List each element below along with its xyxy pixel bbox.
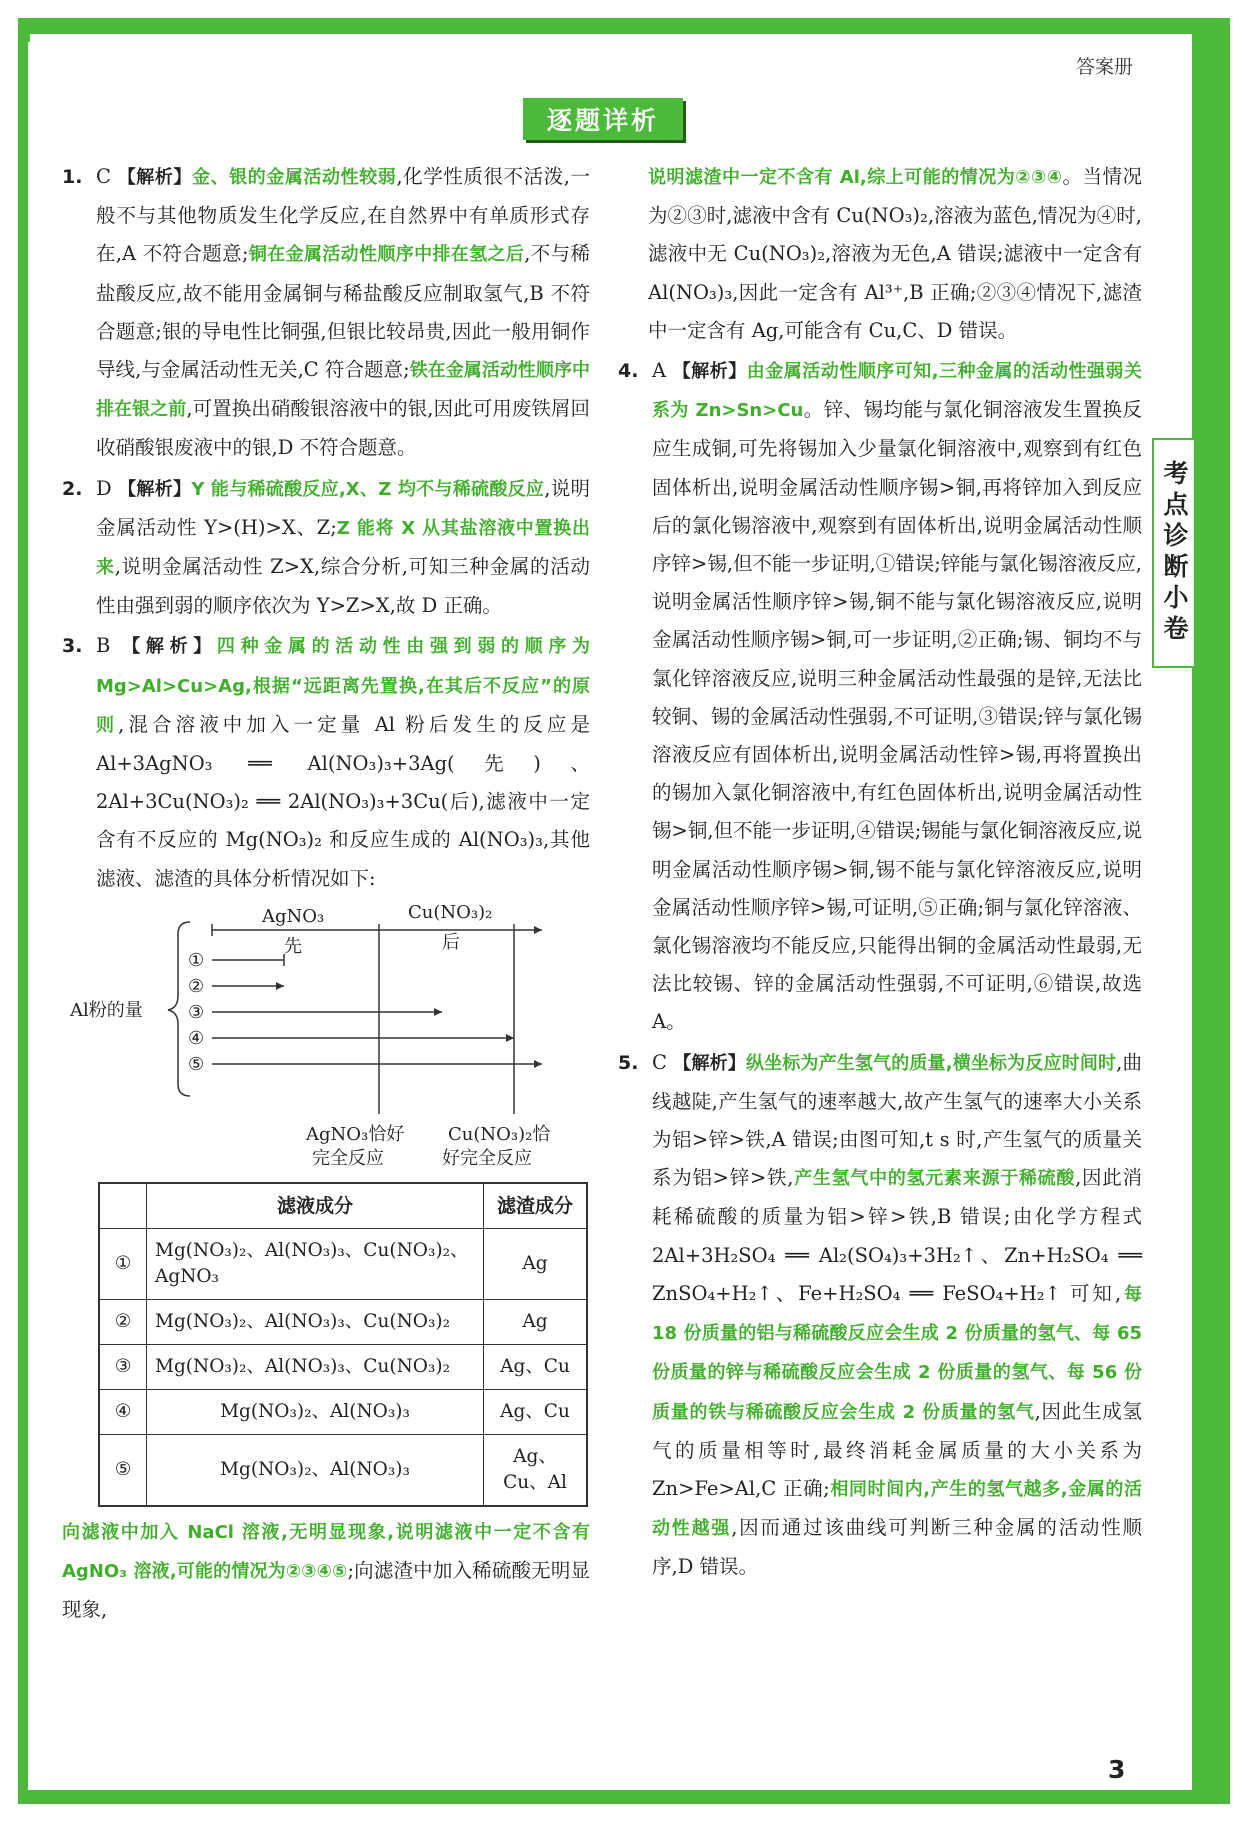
analysis-tag: 【解析】	[118, 478, 192, 500]
diagram-col1-sub: 先	[284, 935, 302, 957]
table-cell-no: ①	[99, 1228, 147, 1299]
table-cell-no: ⑤	[99, 1434, 147, 1506]
frame-bottom	[18, 1790, 1230, 1804]
diagram-bottom-1b: 完全反应	[312, 1147, 384, 1169]
page-number: 3	[1108, 1755, 1126, 1784]
frame-right	[1192, 18, 1230, 1804]
table-cell-filtrate: Mg(NO₃)₂、Al(NO₃)₃	[147, 1389, 484, 1434]
body-text: ,因而通过该曲线可判断三种金属的活动性顺序,D 错误。	[652, 1516, 1143, 1579]
body-text: ,混合溶液中加入一定量 Al 粉后发生的反应是 Al+3AgNO₃ ══ Al(NO₃)₃+3Ag(先)、2Al+3Cu(NO₃)₂ ══ 2Al(NO₃)₃+3Cu(后),滤液中一定含有不反应的 Mg(NO₃)₂ 和反应生成的 Al(NO₃)₃,其他滤液、滤渣的具体分析情况如下:	[96, 712, 591, 890]
table-row	[99, 1228, 587, 1299]
table-cell-no: ③	[99, 1344, 147, 1389]
body-text: ,因此生成氢气的质量相等时,最终消耗金属质量的大小关系为 Zn>Fe>Al,C 正确;	[652, 1399, 1142, 1500]
key-point: 纵坐标为产生氢气的质量,横坐标为反应时间时	[745, 1052, 1117, 1074]
analysis-tag: 【解析】	[672, 361, 747, 383]
body-text: 。锌、锡均能与氯化铜溶液发生置换反应生成铜,可先将锡加入少量氯化铜溶液中,观察到有红色固体析出,说明金属活动性顺序锡>铜,再将锌加入到反应后的氯化锡溶液中,观察到有固体析出,说明金属活动性顺序锌>锡,但不能一步证明,①错误;锌能与氯化锡溶液反应,说明金属活性顺序锌>锡,铜不能与氯化锡溶液反应,说明金属活动性顺序锡>铜,可一步证明,②正确;锡、铜均不与氯化锌溶液反应,说明三种金属活动性最强的是锌,无法比较铜、锡的金属活动性强弱,不可证明,③错误;锌与氯化锡溶液反应有固体析出,说明金属活动性锌>锡,再将置换出的锡加入氯化铜溶液中,有红色固体析出,说明金属活动性锡>铜,但不能一步证明,④错误;锡能与氯化铜溶液反应,说明金属活动性顺序锡>铜,锡不能与氯化锌溶液反应,说明金属活动性顺序锌>锡,可证明,⑤正确;铜与氯化锌溶液、氯化锡溶液均不能反应,只能得出铜的金属活动性最弱,无法比较锡、锌的金属活动性强弱,不可证明,⑥错误,故选 A。	[652, 398, 1143, 1034]
key-point: 铁在金属活动性顺序中排在银之前	[96, 360, 591, 421]
answer-letter: D	[96, 476, 112, 500]
table-cell-residue: Ag、Cu、Al	[484, 1434, 588, 1506]
key-point: Z 能将 X 从其盐溶液中置换出来	[96, 517, 590, 579]
diagram-col2-sub: 后	[442, 931, 460, 953]
body-text: ,因此消耗稀硫酸的质量为铝>锌>铁,B 错误;由化学方程式 2Al+3H₂SO₄ ══ Al₂(SO₄)₃+3H₂↑、Zn+H₂SO₄ ══ ZnSO₄+H₂↑、Fe+H₂SO₄ ══ FeSO₄+H₂↑ 可知,	[652, 1166, 1142, 1305]
key-point: 铜在金属活动性顺序中排在氢之后	[248, 244, 525, 266]
table-row	[99, 1299, 587, 1344]
question-number: 4.	[618, 360, 639, 383]
answer-letter: C	[96, 165, 111, 188]
body-text: 。当情况为②③时,滤液中含有 Cu(NO₃)₂,溶液为蓝色,情况为④时,滤液中无 Cu(NO₃)₂,溶液为无色,A 错误;滤液中一定含有 Al(NO₃)₃,因此一定含有 Al³⁺,B 正确;②③④情况下,滤渣中一定含有 Ag,可能含有 Cu,C、D 错误。	[648, 165, 1142, 342]
table-cell-filtrate: Mg(NO₃)₂、Al(NO₃)₃、Cu(NO₃)₂、AgNO₃	[147, 1228, 484, 1299]
side-tab-label: 考点诊断小卷	[1160, 460, 1189, 646]
question-4	[618, 352, 1142, 1042]
body-text: ,说明金属活动性 Y>(H)>X、Z;	[96, 476, 591, 539]
key-point: 向滤液中加入 NaCl 溶液,无明显现象,说明滤液中一定不含有 AgNO₃ 溶液,可能的情况为②③④⑤	[62, 1521, 590, 1583]
page-title: 逐题详析	[523, 98, 683, 140]
answer-letter: C	[652, 1050, 667, 1074]
question-1	[62, 158, 590, 468]
body-text: ,曲线越陡,产生氢气的速率越大,故产生氢气的速率大小关系为铝>锌>铁,A 错误;由图可知,t s 时,产生氢气的质量关系为铝>锌>铁,	[652, 1050, 1142, 1190]
table-header-row	[99, 1183, 587, 1229]
diagram-marker: ⑤	[188, 1053, 205, 1075]
question-3-tail	[618, 158, 1142, 350]
key-point: 四种金属的活动性由强到弱的顺序为 Mg>Al>Cu>Ag,根据“远距离先置换,在其后不反应”的原则	[96, 636, 591, 736]
diagram-bottom-2a: Cu(NO₃)₂恰	[448, 1123, 551, 1145]
key-point: Y 能与稀硫酸反应,X、Z 均不与稀硫酸反应	[191, 478, 545, 500]
question-5	[618, 1044, 1142, 1587]
table-row	[99, 1389, 587, 1434]
table-cell-filtrate: Mg(NO₃)₂、Al(NO₃)₃、Cu(NO₃)₂	[147, 1344, 484, 1389]
body-text: ,化学性质很不活泼,一般不与其他物质发生化学反应,在自然界中有单质形式存在,A 不符合题意;	[96, 165, 591, 266]
table-cell-residue: Ag	[484, 1228, 588, 1299]
analysis-tag: 【解析】	[673, 1052, 746, 1074]
key-point: 相同时间内,产生的氢气越多,金属的活动性越强	[652, 1478, 1142, 1540]
table-header: 滤渣成分	[484, 1183, 588, 1229]
diagram-col1-head: AgNO₃	[262, 905, 325, 927]
body-text: ,不与稀盐酸反应,故不能用金属铜与稀盐酸反应制取氢气,B 不符合题意;银的导电性比铜强,但银比较昂贵,因此一般用铜作导线,与金属活动性无关,C 符合题意;	[96, 242, 590, 382]
diagram-bottom-2b: 好完全反应	[442, 1147, 532, 1169]
table-cell-residue: Ag、Cu	[484, 1344, 588, 1389]
question-number: 3.	[62, 635, 83, 658]
answer-letter: A	[652, 359, 667, 383]
question-number: 2.	[62, 477, 83, 500]
question-3-continued	[62, 1513, 590, 1630]
key-point: 产生氢气中的氢元素来源于稀硫酸	[793, 1168, 1076, 1190]
analysis-tag: 【解析】	[122, 636, 217, 658]
section-label: 答案册	[1076, 56, 1134, 78]
diagram-marker: ①	[188, 949, 205, 971]
diagram-marker: ④	[188, 1027, 205, 1049]
left-column	[62, 158, 590, 1629]
question-3	[62, 627, 590, 897]
answer-letter: B	[96, 634, 111, 658]
key-point: 说明滤渣中一定不含有 Al,综上可能的情况为②③④	[648, 167, 1063, 188]
question-number: 1.	[62, 166, 83, 188]
diagram-svg	[62, 904, 590, 1174]
analysis-table	[98, 1182, 588, 1507]
key-point: 由金属活动性顺序可知,三种金属的活动性强弱关系为 Zn>Sn>Cu	[652, 361, 1143, 422]
table-cell-filtrate: Mg(NO₃)₂、Al(NO₃)₃、Cu(NO₃)₂	[147, 1299, 484, 1344]
question-2	[62, 470, 590, 626]
diagram-bottom-1a: AgNO₃恰好	[306, 1123, 405, 1145]
diagram-marker: ③	[188, 1001, 205, 1023]
table-header	[99, 1183, 147, 1229]
body-text: ,说明金属活动性 Z>X,综合分析,可知三种金属的活动性由强到弱的顺序依次为 Y>Z>X,故 D 正确。	[96, 555, 590, 618]
table-row	[99, 1344, 587, 1389]
analysis-tag: 【解析】	[117, 167, 193, 188]
frame-left	[18, 18, 28, 1798]
table-cell-no: ④	[99, 1389, 147, 1434]
diagram-col2-head: Cu(NO₃)₂	[408, 903, 493, 923]
table-cell-residue: Ag	[484, 1299, 588, 1344]
table-cell-filtrate: Mg(NO₃)₂、Al(NO₃)₃	[147, 1434, 484, 1506]
table-cell-no: ②	[99, 1299, 147, 1344]
side-tab[interactable]	[1152, 438, 1194, 668]
diagram-left-label: Al粉的量	[70, 999, 143, 1021]
key-point: 每 18 份质量的铝与稀硫酸反应会生成 2 份质量的氢气、每 65 份质量的锌与稀硫酸反应会生成 2 份质量的氢气、每 56 份质量的铁与稀硫酸反应会生成 2 份质量的氢气	[652, 1283, 1142, 1423]
question-number: 5.	[618, 1051, 639, 1074]
body-text: ,可置换出硝酸银溶液中的银,因此可用废铁屑回收硝酸银废液中的银,D 不符合题意。	[96, 397, 590, 460]
al-powder-diagram	[62, 904, 590, 1174]
diagram-marker: ②	[188, 975, 205, 997]
table-header: 滤液成分	[147, 1183, 484, 1229]
table-cell-residue: Ag、Cu	[484, 1389, 588, 1434]
key-point: 金、银的金属活动性较弱	[192, 167, 397, 188]
body-text: ;向滤渣中加入稀硫酸无明显现象,	[62, 1559, 590, 1622]
table-row	[99, 1434, 587, 1506]
right-column	[618, 158, 1142, 1587]
